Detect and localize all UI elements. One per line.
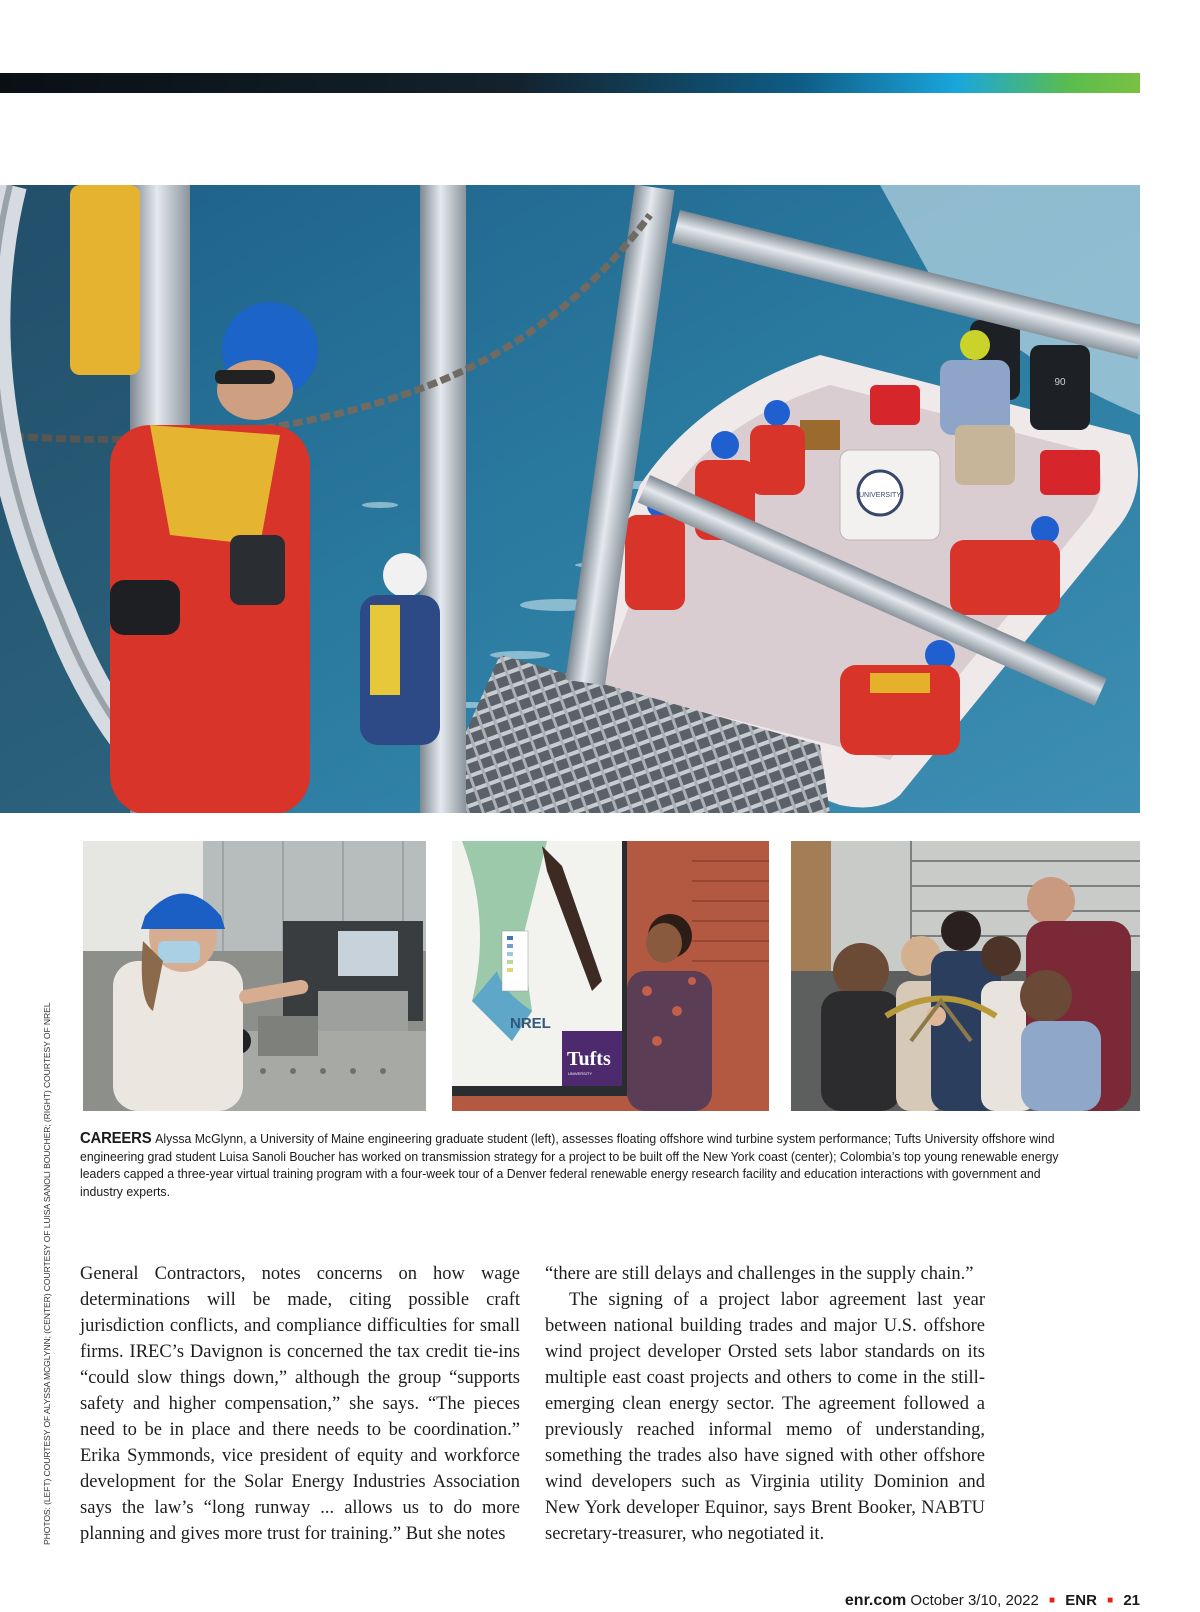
article-column-1: [80, 1261, 520, 1547]
photo-left-illustration: [83, 841, 426, 1111]
photo-right-illustration: [791, 841, 1140, 1111]
photo-left-lab: [83, 841, 426, 1111]
tufts-logo-subtext: UNIVERSITY: [568, 1071, 593, 1076]
header-gradient-bar: [0, 73, 1140, 93]
hero-photo-illustration: [0, 185, 1140, 813]
page-number: 21: [1123, 1592, 1140, 1609]
motor-label: 90: [1054, 377, 1066, 388]
caption-text: Alyssa McGlynn, a University of Maine engineering graduate student (left), assesses floating offshore wind turbine system performance; Tufts University offshore wind engineering grad student Luisa Sanoli Boucher has worked on transmission strategy for a project to be built off the New York coast (center); Colombia’s top young renewable energy leaders capped a three-year virtual training program with a four-week tour of a Denver federal renewable energy research facility and education interactions with government and industry experts.: [80, 1131, 1059, 1199]
caption-lead: CAREERS: [80, 1130, 152, 1147]
separator-square-icon: ■: [1107, 1595, 1114, 1606]
photo-center-presentation: [452, 841, 769, 1111]
photo-caption: [80, 1130, 1066, 1200]
footer-magazine: ENR: [1065, 1592, 1097, 1609]
footer-site: enr.com: [844, 1592, 907, 1609]
photo-right-group: [791, 841, 1140, 1111]
article-paragraph: General Contractors, notes concerns on how wage determinations will be made, citing possible craft jurisdiction conflicts, and compliance difficulties for small firms. IREC’s Davignon is concerned the tax credit tie-ins “could slow things down,” although the group “supports safety and higher compensation,” she says. “The pieces need to be in place and there needs to be coordination.” Erika Symmonds, vice president of equity and workforce development for the Solar Energy Industries Association says the law’s “long runway ... allows us to do more planning and gives more trust for training.” But she notes: [80, 1264, 520, 1544]
article-column-2: [545, 1261, 985, 1547]
article-paragraph: “there are still delays and challenges in the supply chain.”: [545, 1264, 974, 1284]
photo-credit: PHOTOS: (LEFT) COURTESY OF ALYSSA MCGLYNN; (CENTER) COURTESY OF LUISA SANOLI BOUCHER; (RIGHT) COURTESY OF NREL: [42, 1002, 52, 1545]
footer-date: October 3/10, 2022: [910, 1592, 1039, 1609]
separator-square-icon: ■: [1049, 1595, 1056, 1606]
photo-center-illustration: [452, 841, 769, 1111]
page-footer: [845, 1592, 1140, 1612]
boat-seal-text: UNIVERSITY: [858, 492, 902, 499]
tufts-logo-text: Tufts: [567, 1048, 611, 1070]
article-paragraph: The signing of a project labor agreement last year between national building trades and major U.S. offshore wind project developer Orsted sets labor standards on its multiple east coast projects and others to come in the still-emerging clean energy sector. The agreement followed a previously reached informal memo of understanding, something the trades also have signed with other offshore wind developers such as Virginia utility Dominion and New York developer Equinor, says Brent Booker, NABTU secretary-treasurer, who negotiated it.: [545, 1290, 985, 1544]
hero-photo-offshore-training: [0, 185, 1140, 813]
nrel-logo-text: NREL: [510, 1015, 551, 1032]
